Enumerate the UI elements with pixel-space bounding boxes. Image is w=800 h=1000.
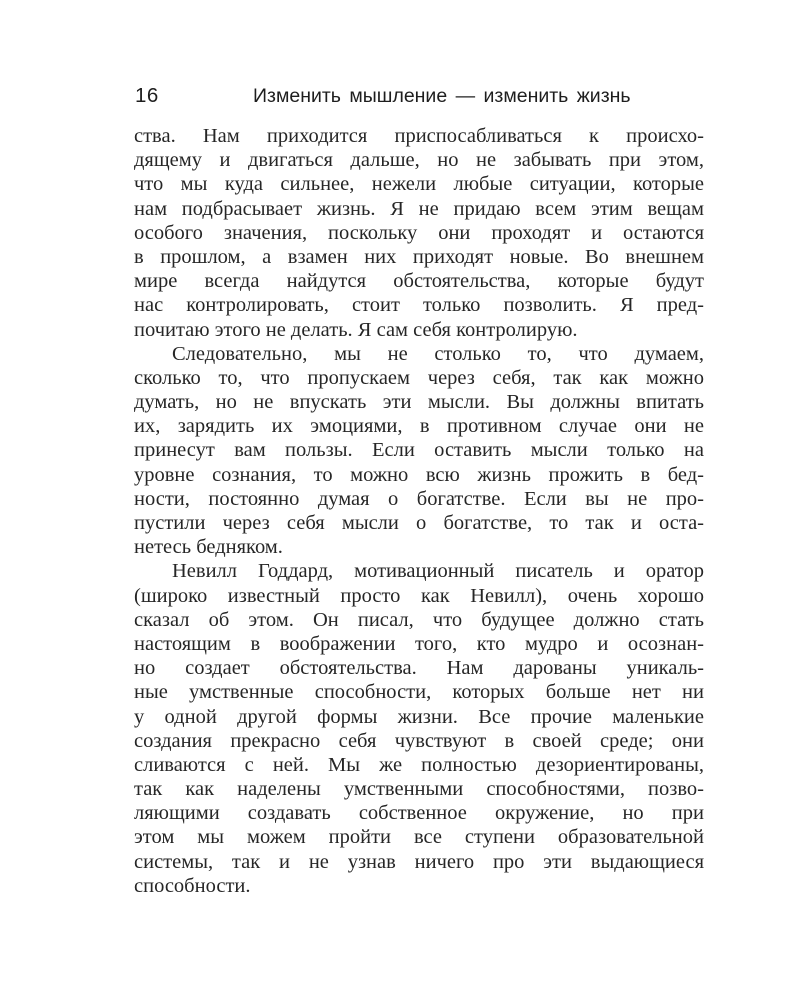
text-line: но создает обстоятельства. Нам дарованы уникаль-	[134, 657, 704, 680]
text-line: системы, так и не узнав ничего про эти выдающиеся	[134, 850, 704, 873]
text-line: особого значения, поскольку они проходят и остаются	[134, 221, 704, 244]
text-line: у одной другой формы жизни. Все прочие маленькие	[134, 705, 704, 728]
text-line: Невилл Годдард, мотивационный писатель и оратор	[172, 560, 704, 583]
text-line: ства. Нам приходится приспосабливаться к происхо-	[134, 125, 704, 147]
text-line: сливаются с ней. Мы же полностью дезориентированы,	[134, 753, 704, 776]
paragraph	[134, 342, 704, 560]
text-line: почитаю этого не делать. Я сам себя контролирую.	[134, 318, 578, 341]
text-line: ности, постоянно думая о богатстве. Если вы не про-	[134, 487, 704, 510]
text-line: нетесь бедняком.	[134, 536, 283, 559]
text-line: уровне сознания, то можно всю жизнь прожить в бед-	[134, 463, 704, 486]
body-text	[134, 124, 704, 898]
text-line: ляющими создавать собственное окружение, но при	[134, 802, 704, 825]
paragraph	[134, 559, 704, 898]
running-title: Изменить мышление — изменить жизнь	[253, 85, 631, 107]
text-line: ные умственные способности, которых больше нет ни	[134, 681, 704, 704]
text-line: мире всегда найдутся обстоятельства, которые будут	[134, 270, 704, 293]
text-line: (широко известный просто как Невилл), очень хорошо	[134, 584, 704, 607]
text-line: думать, но не впускать эти мысли. Вы должны впитать	[134, 391, 704, 414]
page-number: 16	[135, 84, 159, 107]
paragraph	[134, 124, 704, 342]
text-line: сказал об этом. Он писал, что будущее должно стать	[134, 608, 704, 631]
text-line: способности.	[134, 874, 251, 897]
text-line: пустили через себя мысли о богатстве, то так и оста-	[134, 512, 704, 534]
text-line: настоящим в воображении того, кто мудро и осознан-	[134, 632, 704, 655]
text-line: сколько то, что пропускаем через себя, так как можно	[134, 366, 704, 389]
text-line: Следовательно, мы не столько то, что думаем,	[172, 342, 704, 365]
text-line: в прошлом, а взамен них приходят новые. Во внешнем	[134, 245, 704, 268]
text-line: принесут вам пользы. Если оставить мысли только на	[134, 439, 704, 462]
text-line: что мы куда сильнее, нежели любые ситуации, которые	[134, 173, 704, 196]
text-line: нас контролировать, стоит только позволить. Я пред-	[134, 294, 704, 317]
text-line: их, зарядить их эмоциями, в противном случае они не	[134, 415, 704, 438]
text-line: дящему и двигаться дальше, но не забывать при этом,	[134, 149, 704, 172]
text-line: этом мы можем пройти все ступени образовательной	[134, 826, 704, 849]
text-line: нам подбрасывает жизнь. Я не придаю всем этим вещам	[134, 197, 704, 220]
running-head	[135, 84, 704, 114]
text-line: так как наделены умственными способностями, позво-	[134, 778, 704, 801]
text-line: создания прекрасно себя чувствуют в своей среде; они	[134, 729, 704, 752]
